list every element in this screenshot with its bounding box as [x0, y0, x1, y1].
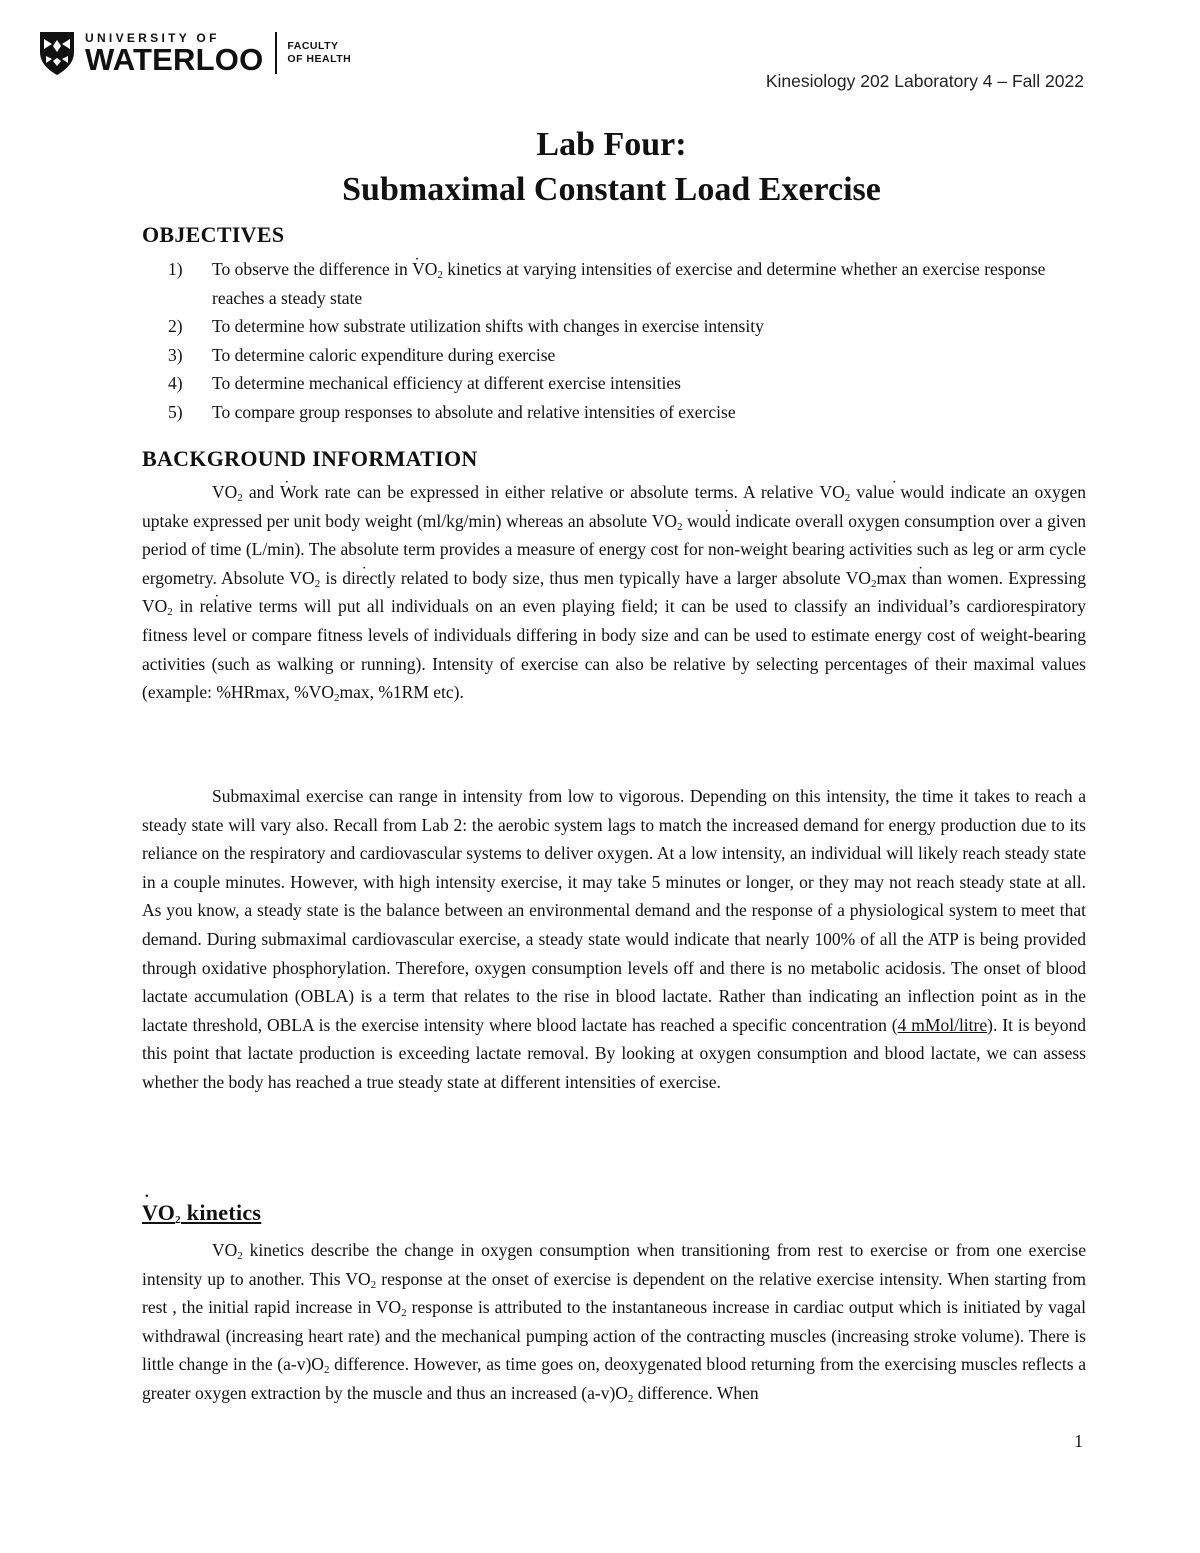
page-number: 1 [1074, 1431, 1083, 1451]
background-heading: BACKGROUND INFORMATION [142, 446, 478, 471]
vo2-term: ˙ $VO_2$ [212, 482, 243, 502]
objectives-heading: OBJECTIVES [142, 222, 285, 247]
title-line-1: Lab Four: [536, 126, 687, 163]
background-paragraph-2: Submaximal exercise can range in intensity from low to vigorous. Depending on this intensity, the time it takes to reach a steady state will vary also. Recall from Lab 2: the aerobic system lags to match the increased demand for energy production due to its reliance on the respiratory and cardiovascular systems to deliver oxygen. At a low intensity, an individual will likely reach steady state in a couple minutes. However, with high intensity exercise, it may take 5 minutes or longer, or they may not reach steady state at all. As you know, a steady state is the balance between an environmental demand and the response of a physiological system to meet that demand. During submaximal cardiovascular exercise, a steady state would indicate that nearly 100% of all the ATP is being provided through oxidative phosphorylation. Therefore, oxygen consumption levels off and there is no metabolic acidosis. The onset of blood lactate accumulation (OBLA) is a term that relates to the rise in blood lactate. Rather than indicating an inflection point as in the lactate threshold, OBLA is the exercise intensity where blood lactate has reached a specific concentration (4 mMol/litre). It is beyond this point that lactate production is exceeding lactate removal. By looking at oxygen consumption and blood lactate, we can assess whether the body has reached a true steady state at different intensities of exercise. [142, 786, 1087, 1092]
item-text: To determine caloric expenditure during exercise [212, 344, 556, 365]
list-item [168, 398, 1088, 427]
vo2-term: ˙ $VO_2$ [289, 568, 320, 588]
obla-concentration-link[interactable]: 4 mMol/litre [897, 1014, 988, 1035]
list-item [168, 312, 1088, 341]
item-number: 2) [168, 316, 183, 337]
vo2-term: ˙ $VO_2$ [652, 511, 683, 531]
logo-divider [275, 32, 277, 74]
vo2-term: ˙ $VO_2$ [846, 568, 877, 588]
item-number: 4) [168, 373, 183, 394]
title-line-2: Submaximal Constant Load Exercise [342, 171, 881, 208]
faculty-line-1: FACULTY [287, 40, 339, 52]
shield-crest-icon [38, 30, 76, 76]
objectives-list [168, 255, 1088, 427]
vo2-term: ˙ $VO_2$ [412, 259, 443, 279]
item-text: To determine how substrate utilization shifts with changes in exercise intensity [212, 316, 764, 337]
item-text: To compare group responses to absolute and relative intensities of exercise [212, 401, 736, 422]
list-item [168, 341, 1088, 370]
logo-university-line: UNIVERSITY OF [85, 31, 220, 45]
logo-faculty [287, 40, 351, 66]
list-item [168, 255, 1088, 312]
logo-name: WATERLOO [85, 42, 264, 77]
item-text: To observe the difference in ˙ $VO_2$ kinetics at varying intensities of exercise and determine whether an exercise response reaches a steady state [212, 255, 1088, 312]
background-paragraph-1: ˙ $VO_2$ and Work rate can be expressed in either relative or absolute terms. A relative ˙ $VO_2$ value would indicate an oxygen uptake expressed per unit body weight (ml/kg/min) whereas an absolute ˙ $VO_2$ would indicate overall oxygen consumption over a given period of time (L/min). The absolute term provides a measure of energy cost for non-weight bearing activities such as leg or arm cycle ergometry. Absolute ˙ $VO_2$ is directly related to body size, thus men typically have a larger absolute ˙ $VO_2\max$ than women. Expressing ˙ $VO_2$ in relative terms will put all individuals on an even playing field; it can be used to classify an individual’s cardiorespiratory fitness level or compare fitness levels of individuals differing in body size and can be used to estimate energy cost of weight-bearing activities (such as walking or running). Intensity of exercise can also be relative by selecting percentages of their maximal values (example: %HRmax, $\%VO_2\max$, %1RM etc). [142, 478, 1086, 707]
kinetics-heading: ˙ $VO_2$ kinetics [142, 1200, 261, 1226]
vo2-term: ˙ $VO_2$ [142, 596, 173, 616]
list-item [168, 369, 1088, 398]
course-header: Kinesiology 202 Laboratory 4 – Fall 2022 [765, 71, 1084, 91]
item-number: 1) [168, 259, 183, 279]
item-text: To determine mechanical efficiency at different exercise intensities [212, 373, 681, 394]
item-number: 3) [168, 344, 183, 365]
university-logo [38, 28, 351, 78]
item-number: 5) [168, 401, 183, 422]
faculty-line-2: OF HEALTH [287, 53, 352, 65]
vo2-term: ˙ $VO_2$ [819, 482, 850, 502]
kinetics-paragraph: $VO_2$ kinetics describe the change in oxygen consumption when transitioning from rest to exercise or from one exercise intensity up to another. This $VO_2$ response at the onset of exercise is dependent on the relative exercise intensity. When starting from rest , the initial rapid increase in $VO_2$ response is attributed to the instantaneous increase in cardiac output which is initiated by vagal withdrawal (increasing heart rate) and the mechanical pumping action of the contracting muscles (increasing stroke volume). There is little change in the $(a-v)O_2$ difference. However, as time goes on, deoxygenated blood returning from the exercising muscles reflects a greater oxygen extraction by the muscle and thus an increased $(a-v)O_2$ difference. When [142, 1240, 1087, 1405]
